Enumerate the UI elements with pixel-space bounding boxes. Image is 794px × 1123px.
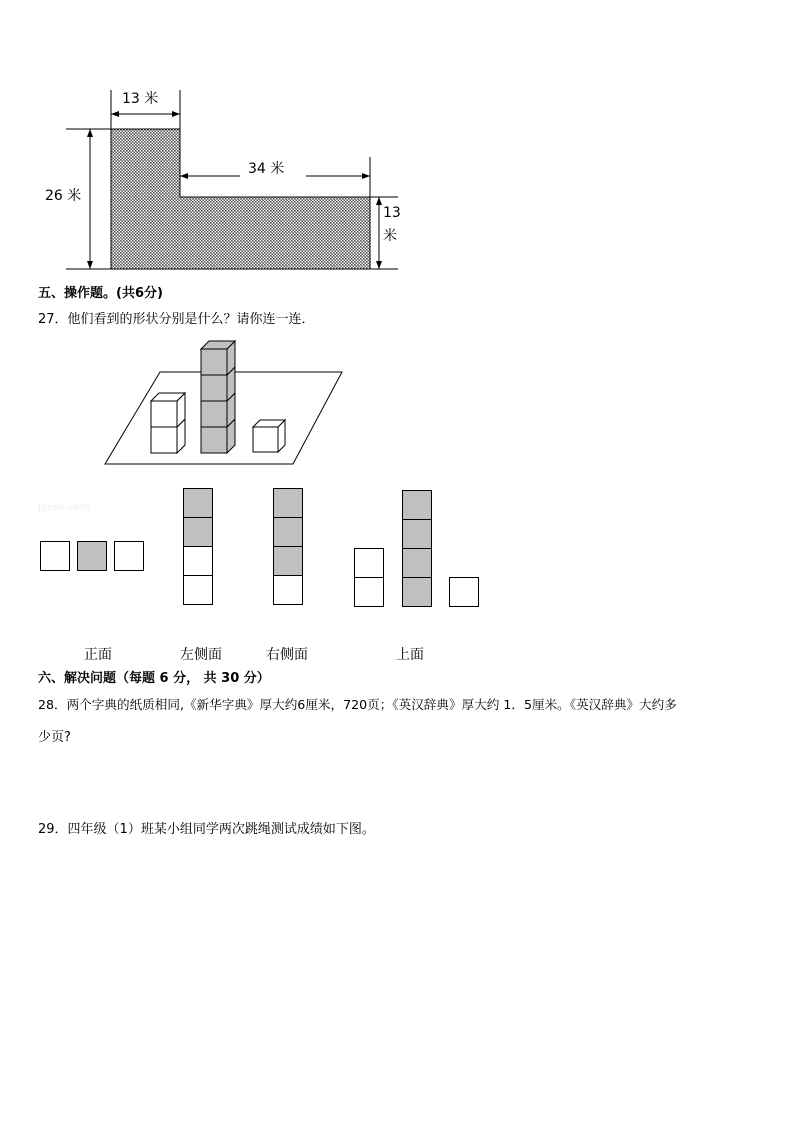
l-shape-figure xyxy=(0,0,420,280)
question-29: 29．四年级（1）班某小组同学两次跳绳测试成绩如下图。 xyxy=(38,822,375,837)
view1-square xyxy=(40,541,70,571)
label-top[interactable]: 上面 xyxy=(396,647,424,663)
view4-square xyxy=(354,577,384,607)
view4-square xyxy=(449,577,479,607)
right-height-number: 13 xyxy=(383,205,401,221)
view2-square-gray xyxy=(183,488,213,518)
question-28-line2: 少页? xyxy=(38,730,71,745)
label-right-side[interactable]: 右侧面 xyxy=(266,647,308,663)
view3-square-gray xyxy=(273,546,303,576)
view4-square-gray xyxy=(402,548,432,578)
view3-square xyxy=(273,575,303,605)
cube-scene xyxy=(100,340,350,470)
tall-cube-stack xyxy=(201,341,235,453)
label-front[interactable]: 正面 xyxy=(84,647,112,663)
section6-heading: 六、解决问题（每题 6 分， 共 30 分） xyxy=(38,671,270,686)
bottom-width-label: 34 米 xyxy=(248,161,285,177)
view3-square-gray xyxy=(273,517,303,547)
right-height-unit: 米 xyxy=(383,228,397,244)
section5-heading: 五、操作题。(共6分) xyxy=(38,286,163,301)
view4-square xyxy=(354,548,384,578)
left-height-label: 26 米 xyxy=(45,188,82,204)
view4-square-gray xyxy=(402,490,432,520)
view2-square-gray xyxy=(183,517,213,547)
view2-square xyxy=(183,546,213,576)
top-width-label: 13 米 xyxy=(122,91,159,107)
view3-square-gray xyxy=(273,488,303,518)
view4-square-gray xyxy=(402,577,432,607)
watermark: Jyeoo.com xyxy=(38,502,90,513)
left-cube-stack xyxy=(151,393,185,453)
question-27: 27．他们看到的形状分别是什么？请你连一连． xyxy=(38,312,315,327)
l-shape-area xyxy=(111,129,370,269)
view1-square-gray xyxy=(77,541,107,571)
view2-square xyxy=(183,575,213,605)
single-cube xyxy=(253,420,285,452)
label-left-side[interactable]: 左侧面 xyxy=(180,647,222,663)
question-28-line1: 28．两个字典的纸质相同,《新华字典》厚大约6厘米，720页；《英汉辞典》厚大约 1．5厘米。《英汉辞典》大约多 xyxy=(38,697,677,712)
view1-square xyxy=(114,541,144,571)
view4-square-gray xyxy=(402,519,432,549)
